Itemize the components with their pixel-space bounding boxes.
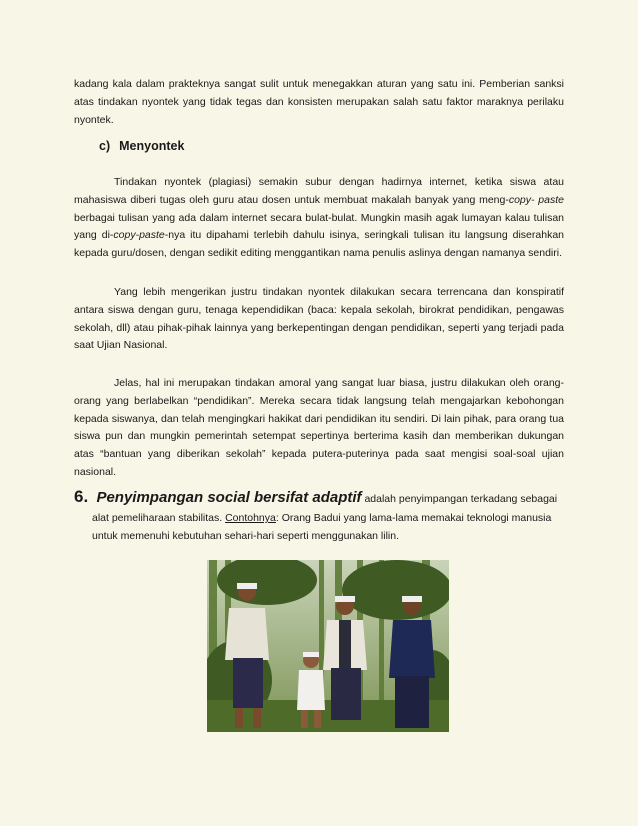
section-number: 6. — [74, 487, 89, 506]
paragraph-konspiratif: Yang lebih mengerikan justru tindakan nyontek dilakukan secara terrencana dan konspiratif antara siswa dengan guru, tenaga kependidikan (baca: kepala sekolah, birokrat pendidikan, pengawas sekolah, dll) atau pihak-pihak lainnya yang berkepentingan dengan pendidikan, seperti yang terjadi pada saat Ujian Nasional. — [74, 286, 564, 352]
section-6 — [74, 487, 574, 507]
subheading-menyontek — [99, 139, 184, 153]
subheading-title: Menyontek — [119, 139, 185, 153]
photo-baduy-people — [207, 560, 449, 732]
section-text-end: : Orang Badui yang lama-lama memakai teknologi manusia untuk memenuhi kebutuhan sehari-hari seperti menggunakan lilin. — [92, 512, 552, 542]
example-label: Contohnya — [225, 512, 276, 524]
italic-copy-paste: copy- paste — [508, 193, 564, 206]
paragraph-amoral: Jelas, hal ini merupakan tindakan amoral yang sangat luar biasa, justru dilakukan oleh orang-orang yang berlabelkan “pendidikan”. Mereka secara tidak langsung telah mengajarkan kebohongan kepada siswanya, dan telah mengingkari hakikat dari pendidikan itu sendiri. Di lain pihak, para orang tua siswa pun dan mungkin pemerintah setempat sepertinya berterima kasih dan memberikan dukungan atas “bantuan yang diberikan sekolah” kepada putera-puterinya pada saat mengisi soal-soal ujian nasional. — [74, 377, 564, 478]
section-text-start: adalah penyimpangan terkadang sebagai — [361, 493, 558, 505]
italic-copy-paste-2: copy-paste — [113, 229, 165, 242]
section-title: Penyimpangan social bersifat adaptif — [96, 489, 362, 506]
section-text-middle: alat pemeliharaan stabilitas. — [92, 512, 226, 524]
subheading-letter: c) — [99, 139, 111, 153]
section-6-body — [92, 510, 557, 546]
intro-paragraph: kadang kala dalam prakteknya sangat sulit untuk menegakkan aturan yang satu ini. Pemberian sanksi atas tindakan nyontek yang tidak tegas dan konsisten merupakan salah satu faktor maraknya perilaku nyontek. — [74, 78, 564, 126]
paragraph-plagiasi: Tindakan nyontek (plagiasi) semakin subur dengan hadirnya internet, ketika siswa atau mahasiswa diberi tugas oleh guru atau dosen untuk membuat makalah banyak yang meng-copy- paste berbagai tulisan yang ada dalam internet secara bulat-bulat. Mungkin masih agak lumayan kalau tulisan yang di-copy-paste-nya itu dipahami terlebih dahulu isinya, seringkali tulisan itu langsung diserahkan kepada guru/dosen, dengan sedikit editing menggantikan nama penulis aslinya dengan namanya sendiri. — [74, 176, 565, 260]
